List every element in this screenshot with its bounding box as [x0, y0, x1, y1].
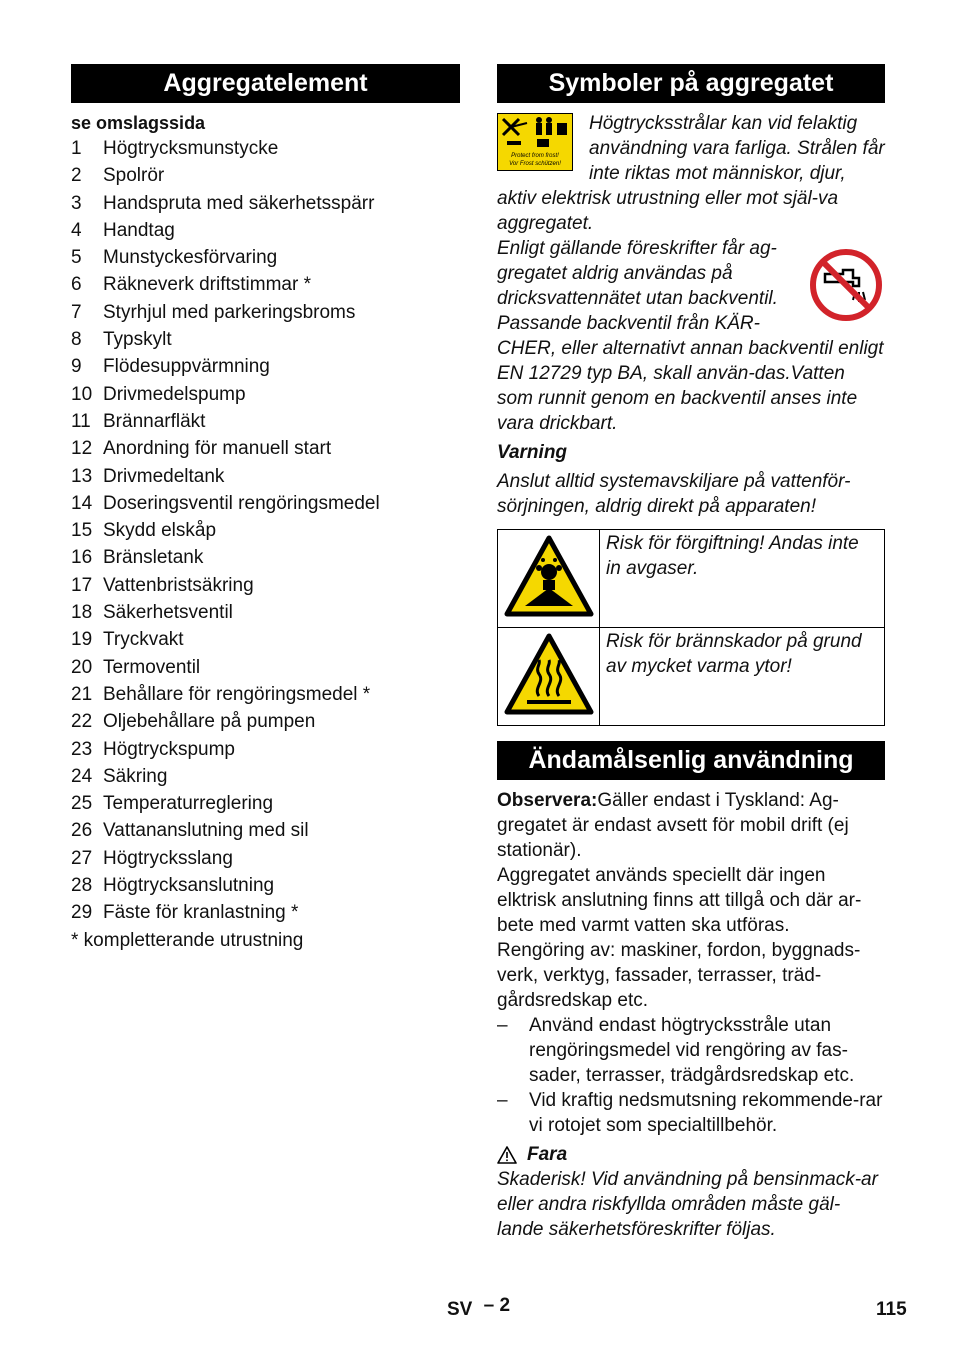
item-label: Termoventil: [103, 656, 201, 678]
item-label: Högtryckspump: [103, 738, 235, 760]
item-label: Anordning för manuell start: [103, 438, 332, 460]
list-item: [71, 845, 460, 872]
item-label: Doseringsventil rengöringsmedel: [103, 492, 380, 514]
high-pressure-warning-sticker-icon: [497, 113, 573, 171]
note-label: Observera:: [497, 790, 598, 811]
component-list: [71, 135, 460, 927]
item-label: Flödesuppvärmning: [103, 356, 270, 378]
list-item: [71, 708, 460, 735]
item-label: Oljebehållare på pumpen: [103, 711, 316, 733]
item-number: 28: [71, 875, 93, 897]
list-item: [71, 763, 460, 790]
paragraph-usage: Aggregatet används speciellt där ingen elktrisk anslutning finns att tillgå och där ar-bete med varmt vatten ska utföras.: [497, 865, 862, 936]
list-item: [71, 626, 460, 653]
list-item: [71, 544, 460, 571]
symbol-paragraph-1: [497, 111, 885, 236]
warning-label: Varning: [497, 442, 568, 463]
page-number: 115: [876, 1299, 907, 1320]
list-item: [71, 790, 460, 817]
list-item: [71, 654, 460, 681]
item-number: 17: [71, 574, 93, 596]
item-number: 5: [71, 247, 82, 269]
left-column: [71, 64, 460, 954]
footer-language: [447, 1297, 510, 1322]
table-row: [498, 628, 885, 726]
no-drinking-water-icon: [809, 248, 883, 322]
footnote: * kompletterande utrustning: [71, 929, 304, 951]
item-number: 27: [71, 847, 93, 869]
item-number: 12: [71, 438, 93, 460]
item-label: Vattenbristsäkring: [103, 574, 254, 596]
paragraph-note: [497, 788, 885, 863]
table-row: [498, 530, 885, 628]
item-label: Högtrycksanslutning: [103, 875, 275, 897]
item-label: Säkring: [103, 765, 168, 787]
symbol-paragraph-2: [497, 236, 885, 436]
item-number: 18: [71, 602, 93, 624]
item-label: Drivmedelspump: [103, 383, 246, 405]
list-item: [71, 408, 460, 435]
item-number: 10: [71, 383, 93, 405]
paragraph-system-separator: Anslut alltid systemavskiljare på vattenför-sörjningen, aldrig direkt på apparaten!: [497, 471, 851, 517]
item-number: 8: [71, 329, 82, 351]
item-number: 11: [71, 410, 91, 432]
item-label: Drivmedeltank: [103, 465, 225, 487]
item-number: 21: [71, 683, 93, 705]
list-item: [71, 899, 460, 926]
subheading-cover-page: se omslagssida: [71, 113, 206, 133]
dash-bullet: –: [497, 1015, 508, 1036]
item-label: Säkerhetsventil: [103, 602, 233, 624]
item-number: 23: [71, 738, 93, 760]
item-number: 2: [71, 165, 82, 187]
item-label: Bränsletank: [103, 547, 204, 569]
heading-symbols: Symboler på aggregatet: [497, 64, 885, 103]
dash-item-text: Använd endast högtrycksstråle utan rengöringsmedel vid rengöring av fas-sader, terrasser, trädgårdsredskap etc.: [529, 1015, 855, 1086]
item-label: Spolrör: [103, 165, 165, 187]
item-label: Brännarfläkt: [103, 410, 206, 432]
list-item: [71, 271, 460, 298]
list-item: [71, 217, 460, 244]
table-cell-text: Risk för förgiftning! Andas inte in avgaser.: [600, 530, 885, 628]
item-number: 16: [71, 547, 93, 569]
section-page: – 2: [483, 1295, 511, 1316]
item-number: 9: [71, 356, 82, 378]
heading-aggregatelement: Aggregatelement: [71, 64, 460, 103]
item-number: 20: [71, 656, 93, 678]
item-number: 14: [71, 492, 93, 514]
item-label: Typskylt: [103, 329, 172, 351]
heading-intended-use: Ändamålsenlig användning: [497, 741, 885, 780]
paragraph-danger: Skaderisk! Vid användning på bensinmack-ar eller andra riskfyllda områden måste gäl-lande säkerhetsföreskrifter följas.: [497, 1169, 878, 1240]
list-item: [71, 599, 460, 626]
list-item: [71, 572, 460, 599]
list-item: [71, 326, 460, 353]
item-label: Tryckvakt: [103, 629, 184, 651]
sticker-text-2: Vor Frost schützen!: [509, 161, 561, 167]
paragraph-backflow-valve: Enligt gällande föreskrifter får ag-gregatet aldrig användas på dricksvattennätet utan backventil. Passande backventil från KÄR-CHER, eller alternativt annan backventil enligt EN 12729 typ BA, skall använ-das.Vatten som runnit genom en backventil anses inte vara drickbart.: [497, 238, 884, 434]
item-label: Temperaturreglering: [103, 793, 274, 815]
hazard-symbol-table: [497, 529, 885, 726]
list-item: [71, 736, 460, 763]
item-label: Handspruta med säkerhetsspärr: [103, 192, 375, 214]
item-label: Fäste för kranlastning *: [103, 902, 299, 924]
list-item: [71, 190, 460, 217]
list-item: [71, 517, 460, 544]
table-cell-text: Risk för brännskador på grund av mycket varma ytor!: [600, 628, 885, 726]
list-item: [71, 681, 460, 708]
list-item: [71, 135, 460, 162]
item-label: Munstyckesförvaring: [103, 247, 278, 269]
language-code: SV: [447, 1299, 473, 1320]
sticker-text-1: Protect from frost!: [511, 153, 559, 159]
list-item: [71, 490, 460, 517]
item-number: 22: [71, 711, 93, 733]
list-item: [71, 463, 460, 490]
hot-surface-warning-icon: [501, 630, 597, 718]
item-number: 6: [71, 274, 82, 296]
list-item: [71, 381, 460, 408]
list-item: [71, 817, 460, 844]
danger-heading: [497, 1142, 885, 1167]
item-number: 25: [71, 793, 93, 815]
list-item: [71, 353, 460, 380]
item-label: Räkneverk driftstimmar *: [103, 274, 311, 296]
danger-label: Fara: [527, 1144, 568, 1165]
list-item: [71, 872, 460, 899]
list-item: [71, 162, 460, 189]
item-label: Handtag: [103, 219, 175, 241]
list-item: [497, 1088, 885, 1138]
paragraph-high-pressure: Högtrycksstrålar kan vid felaktig användning vara farliga. Strålen får inte riktas mot människor, djur, aktiv elektrisk utrustning eller mot själ-va aggregatet.: [497, 113, 885, 234]
note-text: Gäller endast i Tyskland: Ag-gregatet är endast avsett för mobil drift (ej stationär).: [497, 790, 849, 861]
item-number: 1: [71, 138, 82, 159]
item-label: Skydd elskåp: [103, 520, 217, 542]
item-number: 3: [71, 192, 82, 214]
item-number: 15: [71, 520, 93, 542]
item-label: Vattananslutning med sil: [103, 820, 309, 842]
table-cell-icon: [498, 530, 600, 628]
dash-item-text: Vid kraftig nedsmutsning rekommende-rar vi rotojet som specialtillbehör.: [529, 1090, 883, 1136]
item-number: 24: [71, 765, 93, 787]
dash-bullet: –: [497, 1090, 508, 1111]
right-column: [497, 64, 885, 1242]
item-label: Högtrycksmunstycke: [103, 138, 279, 159]
item-number: 26: [71, 820, 93, 842]
paragraph-cleaning: Rengöring av: maskiner, fordon, byggnads-verk, verktyg, fassader, terrasser, träd-gårdsredskap etc.: [497, 940, 861, 1011]
item-number: 7: [71, 301, 82, 323]
list-item: [71, 244, 460, 271]
list-item: [71, 435, 460, 462]
item-number: 19: [71, 629, 93, 651]
list-item: [71, 299, 460, 326]
item-label: Behållare för rengöringsmedel *: [103, 683, 371, 705]
item-number: 4: [71, 219, 82, 241]
item-label: Högtrycksslang: [103, 847, 233, 869]
toxic-fumes-warning-icon: [501, 532, 597, 620]
item-number: 13: [71, 465, 93, 487]
item-label: Styrhjul med parkeringsbroms: [103, 301, 356, 323]
list-item: [497, 1013, 885, 1088]
warning-triangle-icon: [497, 1146, 517, 1164]
item-number: 29: [71, 902, 93, 924]
table-cell-icon: [498, 628, 600, 726]
